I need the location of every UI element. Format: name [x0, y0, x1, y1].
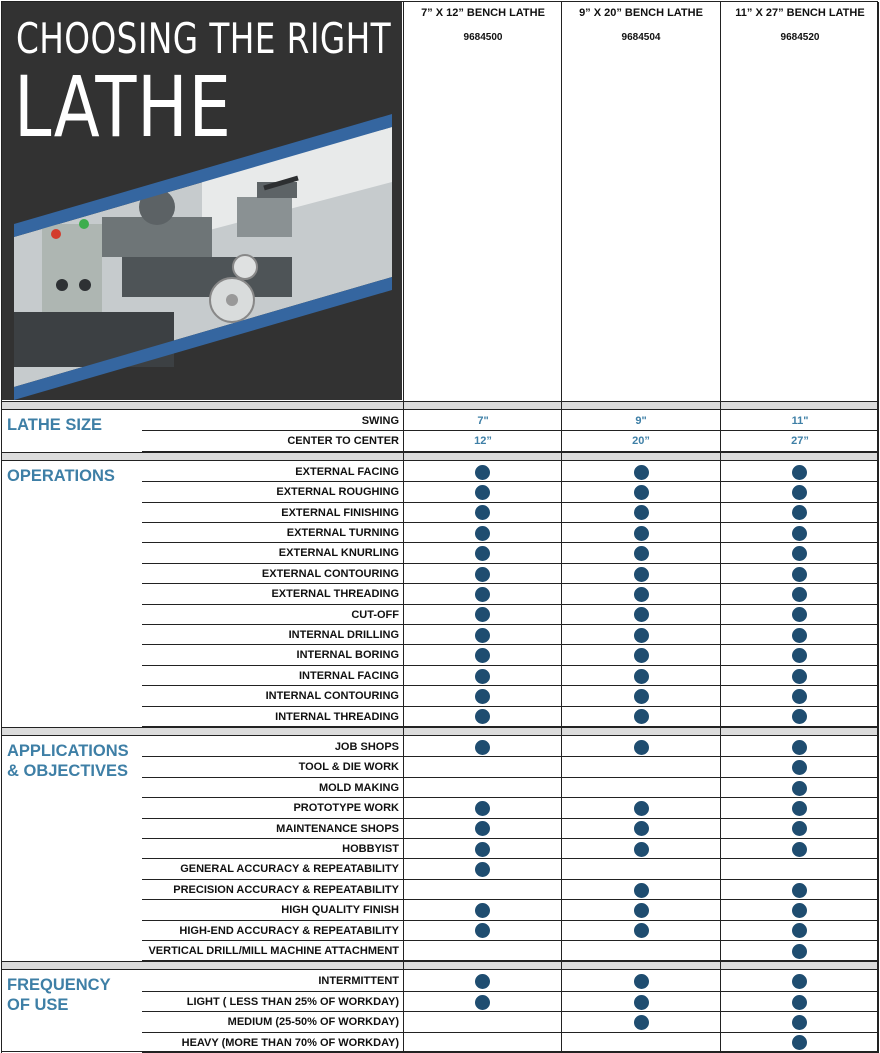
column-header-7x12 [404, 7, 562, 44]
feature-dot [634, 883, 649, 898]
feature-dot [634, 567, 649, 582]
feature-dot [475, 995, 490, 1010]
section-separator [2, 961, 878, 970]
row-label: INTERNAL FACING [298, 669, 399, 682]
feature-dot [634, 709, 649, 724]
row-divider [142, 583, 879, 584]
feature-dot [634, 689, 649, 704]
row-label: HIGH QUALITY FINISH [281, 904, 399, 917]
feature-dot [792, 546, 807, 561]
feature-dot [792, 485, 807, 500]
column-name: 7” X 12” BENCH LATHE [421, 7, 545, 19]
column-divider [878, 2, 879, 1053]
feature-dot [634, 903, 649, 918]
feature-dot [634, 587, 649, 602]
feature-dot [475, 628, 490, 643]
feature-dot [634, 974, 649, 989]
feature-dot [475, 862, 490, 877]
column-divider [561, 2, 562, 1053]
feature-dot [792, 526, 807, 541]
row-label: PRECISION ACCURACY & REPEATABILITY [173, 883, 399, 896]
feature-dot [475, 567, 490, 582]
feature-dot [634, 505, 649, 520]
row-label: EXTERNAL ROUGHING [276, 486, 399, 499]
row-label: EXTERNAL FACING [295, 465, 399, 478]
feature-dot [792, 995, 807, 1010]
feature-dot [792, 648, 807, 663]
feature-dot [792, 709, 807, 724]
lathe-bed [122, 257, 292, 297]
lathe-toolpost [237, 197, 292, 237]
row-divider [142, 940, 879, 941]
row-divider [142, 920, 879, 921]
feature-dot [792, 760, 807, 775]
column-sku: 9684520 [780, 32, 820, 43]
feature-dot [475, 821, 490, 836]
row-label: CENTER TO CENTER [287, 435, 399, 448]
row-divider [142, 563, 879, 564]
row-label: MAINTENANCE SHOPS [276, 822, 399, 835]
feature-dot [634, 546, 649, 561]
feature-dot [475, 648, 490, 663]
row-divider [142, 1032, 879, 1033]
row-label: MEDIUM (25-50% OF WORKDAY) [227, 1016, 399, 1029]
row-label: INTERNAL THREADING [275, 710, 399, 723]
handwheel-small [233, 255, 257, 279]
feature-dot [475, 709, 490, 724]
feature-dot [792, 465, 807, 480]
row-divider [142, 502, 879, 503]
feature-dot [634, 842, 649, 857]
feature-dot [792, 781, 807, 796]
feature-dot [475, 505, 490, 520]
feature-dot [634, 607, 649, 622]
row-value: 9" [635, 415, 647, 427]
column-sku: 9684504 [621, 32, 661, 43]
feature-dot [792, 1035, 807, 1050]
row-divider [142, 542, 879, 543]
feature-dot [634, 995, 649, 1010]
feature-dot [792, 567, 807, 582]
left-border [1, 400, 2, 1053]
feature-dot [792, 944, 807, 959]
row-divider [142, 991, 879, 992]
row-label: SWING [361, 415, 399, 427]
row-divider [142, 604, 879, 605]
feature-dot [475, 669, 490, 684]
feature-dot [475, 903, 490, 918]
row-label: INTERNAL DRILLING [288, 629, 399, 641]
section-separator [2, 727, 878, 736]
feature-dot [475, 974, 490, 989]
feature-dot [475, 587, 490, 602]
section-separator [2, 401, 878, 410]
section-title: FREQUENCY OF USE [7, 976, 111, 1015]
feature-dot [475, 923, 490, 938]
feature-dot [792, 1015, 807, 1030]
row-label: EXTERNAL KNURLING [278, 547, 399, 560]
feature-dot [792, 842, 807, 857]
feature-dot [792, 821, 807, 836]
feature-dot [634, 1015, 649, 1030]
row-label: EXTERNAL TURNING [286, 527, 399, 539]
feature-dot [634, 821, 649, 836]
lathe-headstock [42, 224, 102, 319]
row-label: INTERMITTENT [318, 975, 399, 988]
row-label: EXTERNAL FINISHING [281, 506, 399, 519]
feature-dot [475, 485, 490, 500]
row-divider [142, 838, 879, 839]
feature-dot [634, 740, 649, 755]
row-label: INTERNAL BORING [296, 649, 399, 662]
feature-dot [475, 546, 490, 561]
column-divider [720, 2, 721, 1053]
feature-dot [634, 923, 649, 938]
row-divider [142, 522, 879, 523]
row-label: INTERNAL CONTOURING [265, 690, 399, 703]
row-divider [142, 818, 879, 819]
feature-dot [792, 505, 807, 520]
feature-dot [634, 485, 649, 500]
section-title: APPLICATIONS & OBJECTIVES [7, 742, 129, 780]
row-value: 20” [632, 435, 650, 448]
feature-dot [792, 883, 807, 898]
row-divider [142, 777, 879, 778]
column-header-9x20 [562, 7, 720, 44]
row-label: TOOL & DIE WORK [298, 761, 399, 774]
row-divider [142, 481, 879, 482]
hero-title-line1: CHOOSING THE RIGHT [16, 14, 392, 63]
row-label: CUT-OFF [351, 608, 399, 621]
feature-dot [634, 648, 649, 663]
row-divider [142, 899, 879, 900]
feature-dot [792, 974, 807, 989]
feature-dot [475, 465, 490, 480]
feature-dot [475, 607, 490, 622]
feature-dot [634, 465, 649, 480]
row-value: 7" [477, 415, 489, 427]
feature-dot [634, 801, 649, 816]
feature-dot [792, 628, 807, 643]
row-divider [142, 624, 879, 625]
row-value: 27” [791, 435, 809, 448]
feature-dot [634, 526, 649, 541]
hero-title-line2: LATHE [14, 58, 232, 156]
row-label: LIGHT ( LESS THAN 25% OF WORKDAY) [186, 995, 399, 1008]
row-divider [142, 685, 879, 686]
row-label: EXTERNAL THREADING [271, 588, 399, 601]
row-divider [142, 797, 879, 798]
row-divider [142, 1011, 879, 1012]
row-label: VERTICAL DRILL/MILL MACHINE ATTACHMENT [148, 945, 399, 957]
feature-dot [792, 669, 807, 684]
column-name: 9” X 20” BENCH LATHE [579, 7, 703, 19]
feature-dot [475, 689, 490, 704]
column-header-11x27 [721, 7, 879, 44]
row-value: 11" [791, 415, 809, 427]
feature-dot [792, 923, 807, 938]
feature-dot [792, 740, 807, 755]
row-divider [142, 665, 879, 666]
row-value: 12” [474, 435, 492, 448]
row-label: PROTOTYPE WORK [293, 802, 399, 815]
row-label: MOLD MAKING [318, 781, 399, 794]
feature-dot [792, 689, 807, 704]
row-divider [142, 644, 879, 645]
row-label: HIGH-END ACCURACY & REPEATABILITY [179, 924, 399, 937]
row-label: GENERAL ACCURACY & REPEATABILITY [180, 863, 399, 876]
hero-panel [2, 2, 402, 400]
row-divider [142, 879, 879, 880]
feature-dot [792, 587, 807, 602]
feature-dot [475, 526, 490, 541]
feature-dot [475, 842, 490, 857]
row-label: HEAVY (MORE THAN 70% OF WORKDAY) [181, 1036, 399, 1049]
column-sku: 9684500 [463, 32, 503, 43]
row-divider [142, 430, 879, 431]
row-divider [142, 706, 879, 707]
row-label: HOBBYIST [342, 843, 399, 855]
feature-dot [634, 628, 649, 643]
feature-dot [792, 801, 807, 816]
feature-dot [792, 607, 807, 622]
row-label: JOB SHOPS [334, 741, 399, 753]
column-divider [403, 2, 404, 1053]
feature-dot [475, 801, 490, 816]
feature-dot [475, 740, 490, 755]
row-divider [142, 756, 879, 757]
column-name: 11” X 27” BENCH LATHE [735, 7, 865, 19]
row-divider [142, 858, 879, 859]
section-title: LATHE SIZE [7, 416, 103, 434]
feature-dot [634, 669, 649, 684]
feature-dot [792, 903, 807, 918]
section-separator [2, 452, 878, 461]
section-title: OPERATIONS [7, 466, 115, 485]
row-label: EXTERNAL CONTOURING [261, 567, 399, 580]
